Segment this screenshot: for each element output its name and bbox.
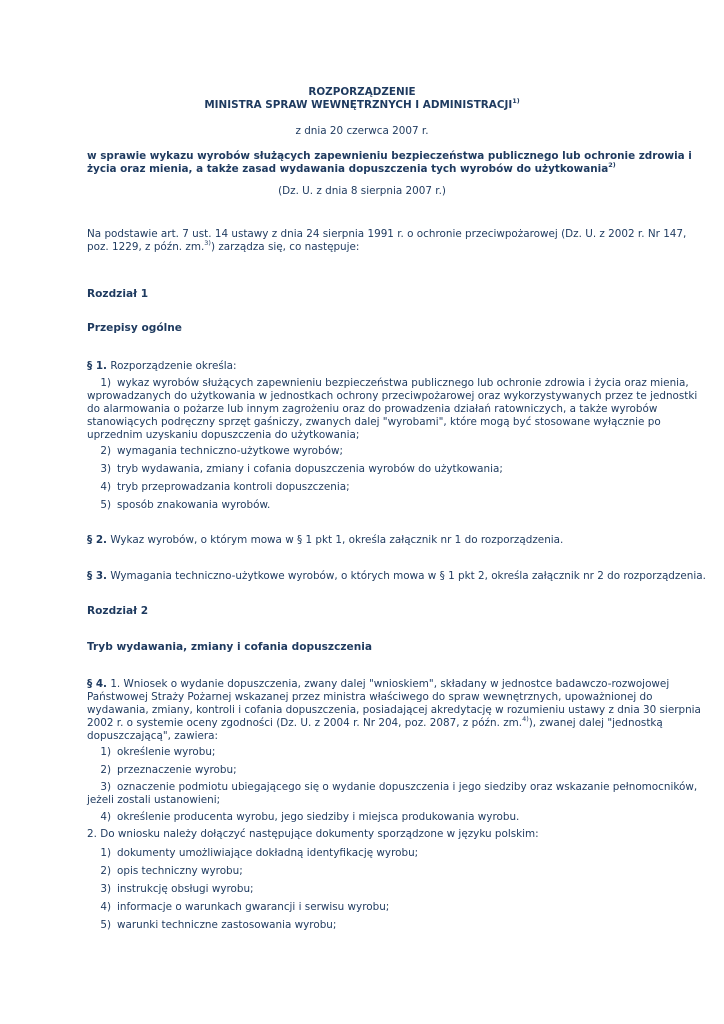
doc-title: ROZPORZĄDZENIE	[308, 86, 416, 98]
list-item: 1) dokumenty umożliwiające dokładną identyfikację wyrobu;	[100, 847, 419, 859]
footnote-ref: 4)	[522, 715, 529, 723]
preamble-line-2: poz. 1229, z późn. zm.$^{3)}$) zarządza się, co następuje:	[87, 239, 360, 253]
section-4-line-5: dopuszczającą", zawiera:	[87, 730, 218, 742]
list-item: 4) określenie producenta wyrobu, jego siedziby i miejsca produkowania wyrobu.	[100, 811, 520, 823]
list-item-continuation: jeżeli zostali ustanowieni;	[87, 794, 221, 806]
list-item: 5) warunki techniczne zastosowania wyrobu;	[100, 919, 337, 931]
section-4-line-1: § 4. 1. Wniosek o wydanie dopuszczenia, zwany dalej "wnioskiem", składany w jednostce badawczo-rozwojowej	[87, 678, 670, 690]
section-4-paragraph-2: 2. Do wniosku należy dołączyć następujące dokumenty sporządzone w języku polskim:	[87, 828, 539, 840]
doc-subject-line-1: w sprawie wykazu wyrobów służących zapewnieniu bezpieczeństwa publicznego lub ochronie zdrowia i	[87, 150, 692, 162]
list-item: 2) wymagania techniczno-użytkowe wyrobów;	[100, 445, 343, 457]
list-item: 4) tryb przeprowadzania kontroli dopuszczenia;	[100, 481, 350, 493]
list-item: 3) tryb wydawania, zmiany i cofania dopuszczenia wyrobów do użytkowania;	[100, 463, 503, 475]
section-mark: § 4.	[87, 678, 107, 690]
list-item: 2) opis techniczny wyrobu;	[100, 865, 243, 877]
chapter-2-title: Tryb wydawania, zmiany i cofania dopuszczenia	[87, 641, 373, 653]
chapter-2-label: Rozdział 2	[87, 605, 149, 617]
list-item: 3) oznaczenie podmiotu ubiegającego się o wydanie dopuszczenia i jego siedziby oraz wskazanie pełnomocników,	[100, 781, 698, 793]
section-2: § 2. Wykaz wyrobów, o którym mowa w § 1 pkt 1, określa załącznik nr 1 do rozporządzenia.	[87, 534, 564, 546]
section-3: § 3. Wymagania techniczno-użytkowe wyrobów, o których mowa w § 1 pkt 2, określa załącznik nr 2 do rozporządzenia.	[87, 570, 706, 582]
chapter-1-label: Rozdział 1	[87, 288, 149, 300]
list-item-continuation: uprzednim uzyskaniu dopuszczenia do użytkowania;	[87, 429, 360, 441]
section-mark: § 1.	[87, 360, 107, 372]
list-item: 1) wykaz wyrobów służących zapewnieniu bezpieczeństwa publicznego lub ochronie zdrowia i życia oraz mienia,	[100, 377, 689, 389]
footnote-ref: 3)	[204, 239, 211, 247]
doc-journal: (Dz. U. z dnia 8 sierpnia 2007 r.)	[278, 185, 446, 197]
section-4-line-3: wydawania, zmiany, kontroli i cofania dopuszczenia, posiadającej akredytację w rozumieniu ustawy z dnia 30 sierpnia	[87, 704, 701, 716]
list-item: 4) informacje o warunkach gwarancji i serwisu wyrobu;	[100, 901, 390, 913]
list-item-continuation: do alarmowania o pożarze lub innym zagrożeniu oraz do prowadzenia działań ratowniczych, a także wyrobów	[87, 403, 658, 415]
doc-subject-line-2: życia oraz mienia, a także zasad wydawania dopuszczenia tych wyrobów do użytkowania$^{2)}$	[87, 161, 616, 175]
list-item-continuation: wprowadzanych do użytkowania w jednostkach ochrony przeciwpożarowej oraz wykorzystywanych przez te jednostki	[87, 390, 698, 402]
list-item: 5) sposób znakowania wyrobów.	[100, 499, 271, 511]
section-1-intro: § 1. Rozporządzenie określa:	[87, 360, 237, 372]
preamble-line-1: Na podstawie art. 7 ust. 14 ustawy z dnia 24 sierpnia 1991 r. o ochronie przeciwpożarowej (Dz. U. z 2002 r. Nr 147,	[87, 228, 687, 240]
chapter-1-title: Przepisy ogólne	[87, 322, 182, 334]
footnote-ref: 2)	[608, 161, 616, 169]
section-mark: § 3.	[87, 570, 107, 582]
section-4-line-2: Państwowej Straży Pożarnej wskazanej przez ministra właściwego do spraw wewnętrznych, upoważnionej do	[87, 691, 653, 703]
footnote-ref: 1)	[512, 97, 520, 105]
doc-subtitle: MINISTRA SPRAW WEWNĘTRZNYCH I ADMINISTRACJI$^{1)}$	[204, 97, 520, 111]
section-mark: § 2.	[87, 534, 107, 546]
doc-date: z dnia 20 czerwca 2007 r.	[295, 125, 429, 137]
list-item: 3) instrukcję obsługi wyrobu;	[100, 883, 254, 895]
list-item: 1) określenie wyrobu;	[100, 746, 216, 758]
list-item-continuation: stanowiących podręczny sprzęt gaśniczy, zwanych dalej "wyrobami", które mogą być stosowane wyłącznie po	[87, 416, 661, 428]
list-item: 2) przeznaczenie wyrobu;	[100, 764, 237, 776]
section-4-line-4: 2002 r. o systemie oceny zgodności (Dz. U. z 2004 r. Nr 204, poz. 2087, z późn. zm.$^{4)}$), zwanej dalej "jednostką	[87, 715, 663, 729]
